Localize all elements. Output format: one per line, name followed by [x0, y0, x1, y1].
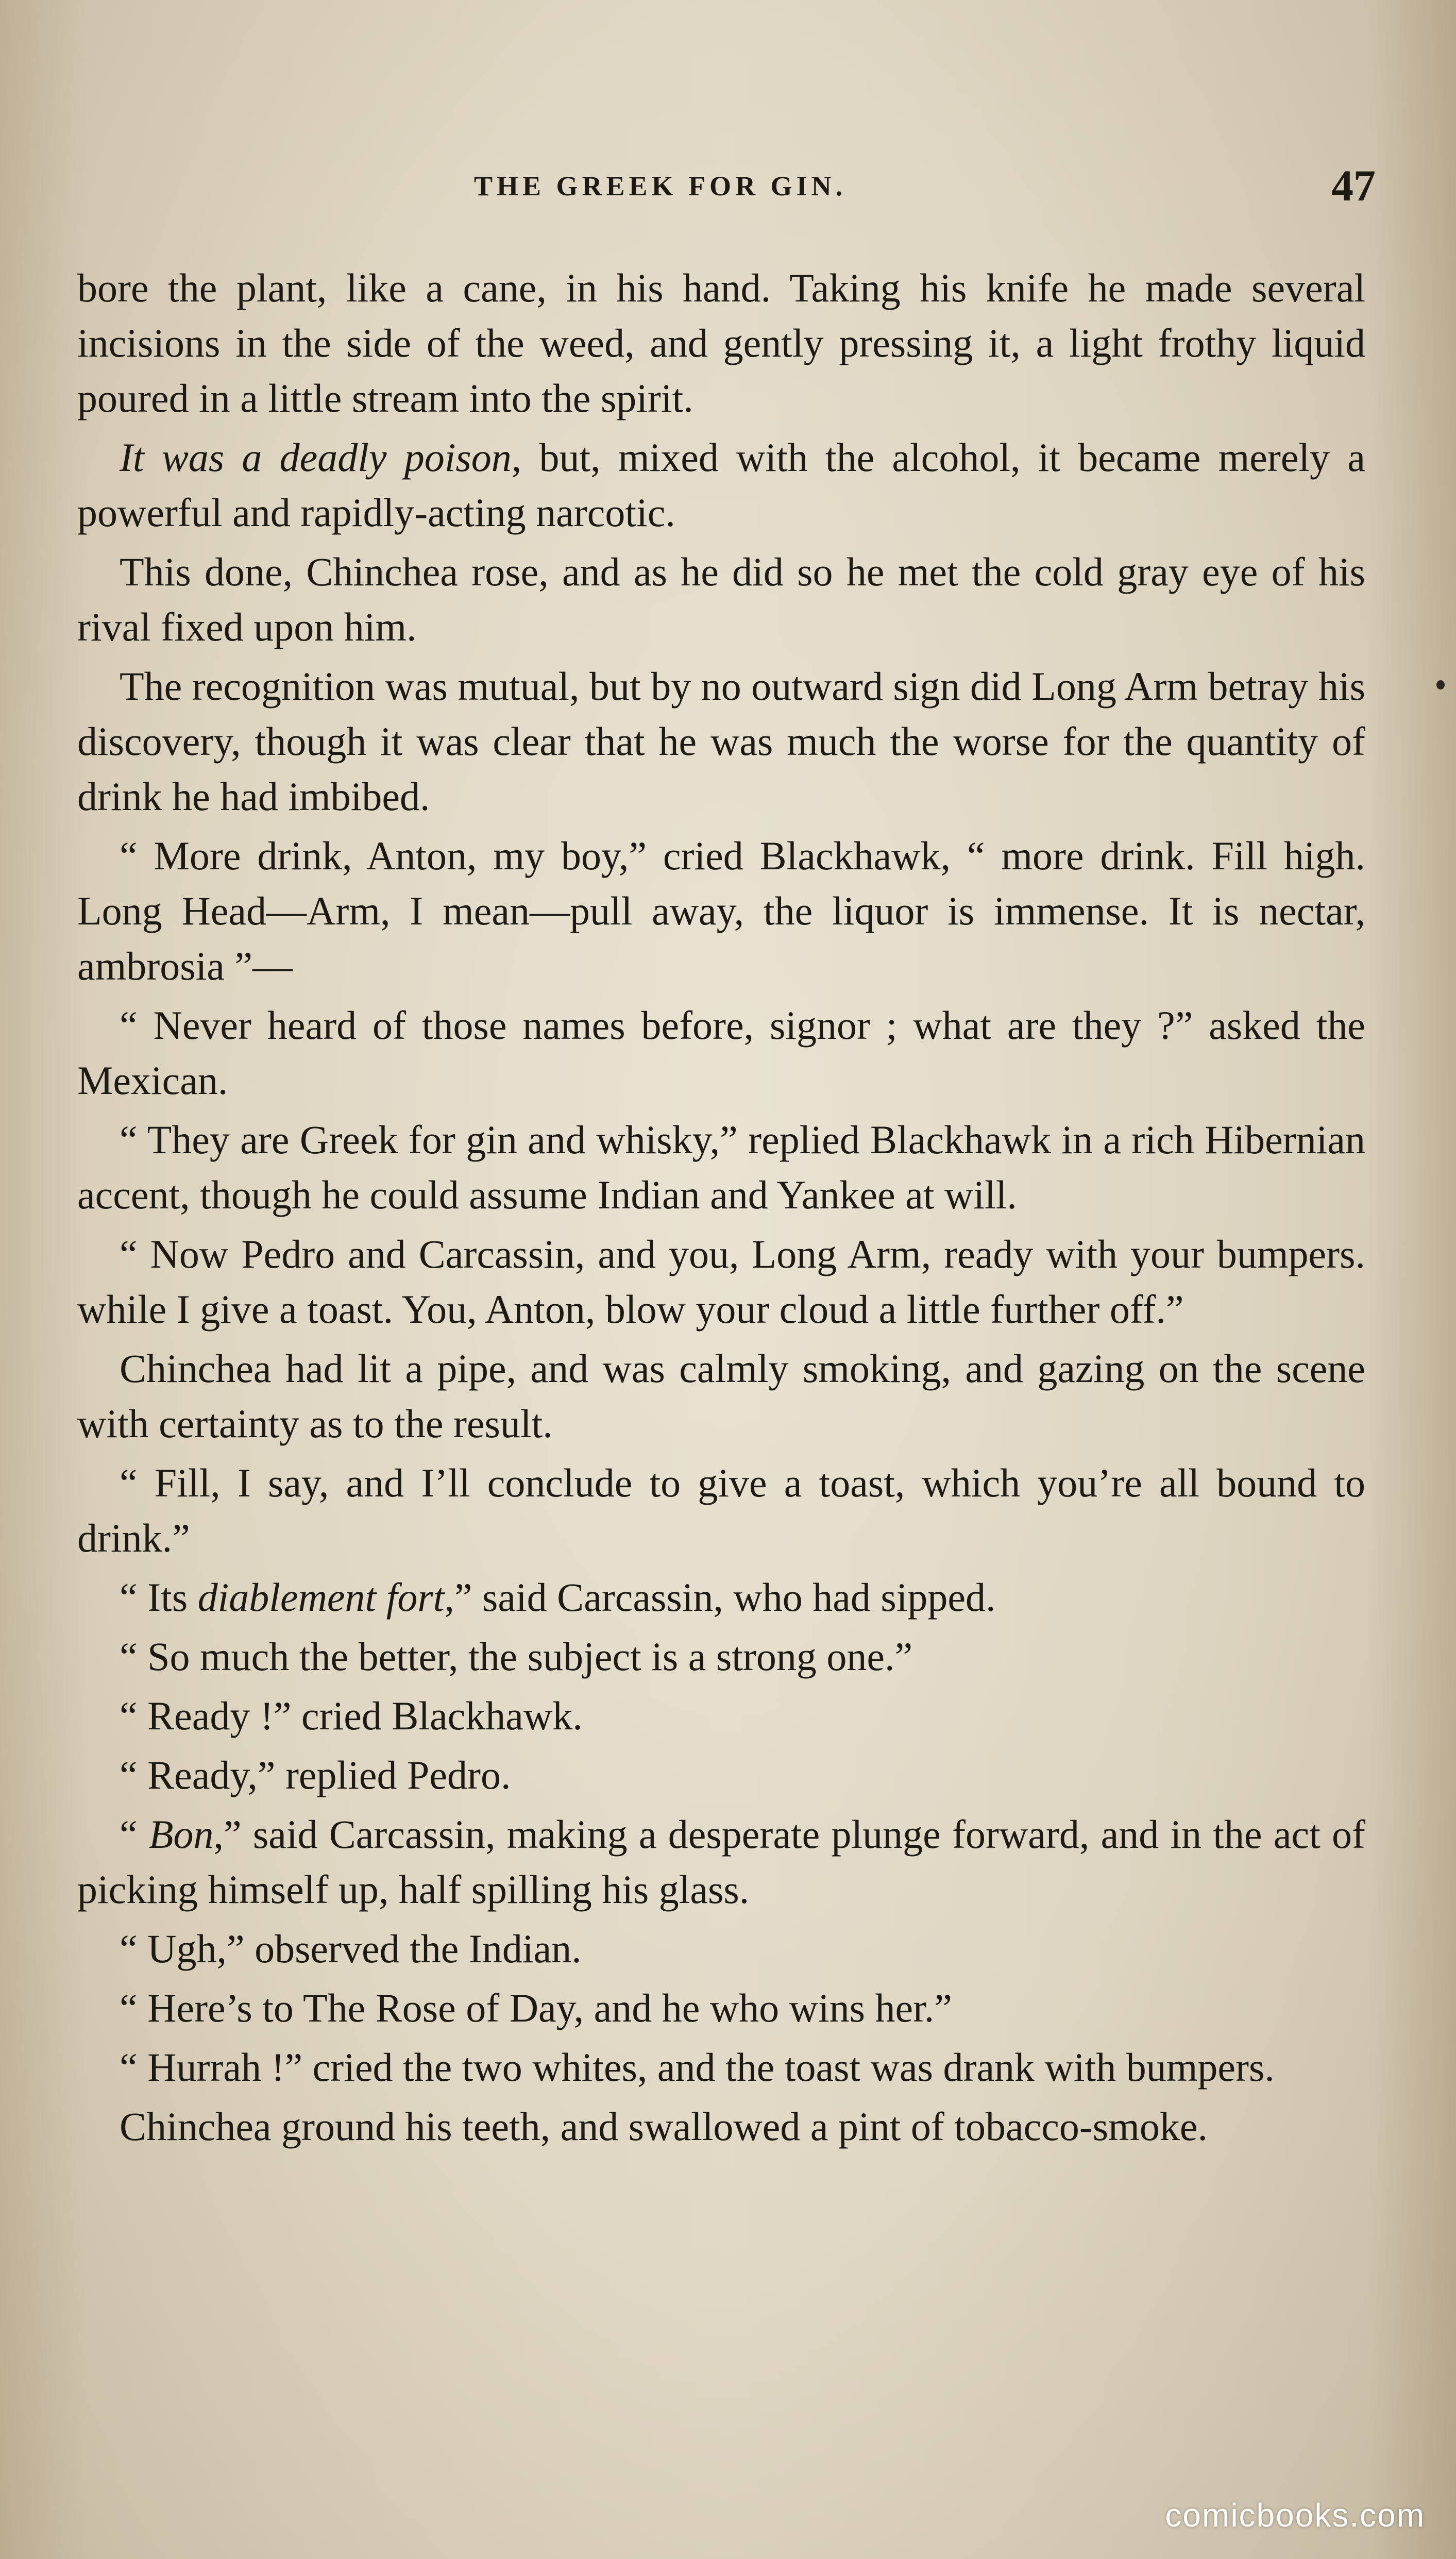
paragraph	[77, 430, 1365, 540]
paragraph	[77, 1226, 1365, 1337]
paragraph	[77, 828, 1365, 994]
paragraph-text: bore the plant, like a cane, in his hand. Taking his knife he made several incisions in the side of the weed, and gently pressing it, a light frothy liquid poured in a little stream into the spirit.	[77, 265, 1365, 420]
paragraph	[77, 1980, 1365, 2035]
paragraph-text: “ So much the better, the subject is a strong one.”	[120, 1634, 913, 1679]
page-header	[77, 155, 1376, 216]
watermark: comicbooks.com	[1165, 2497, 1425, 2534]
paragraph	[77, 1112, 1365, 1222]
italic-text: It was a deadly poison	[120, 435, 512, 480]
paragraph-text: ,” said Carcassin, making a desperate plunge forward, and in the act of picking himself up, half spilling his glass.	[77, 1812, 1365, 1912]
paragraph	[77, 1747, 1365, 1803]
paragraph	[77, 2040, 1365, 2095]
paragraph	[77, 1341, 1365, 1451]
paragraph	[77, 544, 1365, 654]
paragraph-text: This done, Chinchea rose, and as he did so he met the cold gray eye of his rival fixed upon him.	[77, 549, 1365, 649]
paragraph	[77, 998, 1365, 1108]
paragraph-text: Chinchea ground his teeth, and swallowed a pint of tobacco-smoke.	[120, 2104, 1208, 2149]
paragraph-text: “ Ready,” replied Pedro.	[120, 1753, 511, 1797]
paragraph-text: “ Now Pedro and Carcassin, and you, Long Arm, ready with your bumpers. while I give a toast. You, Anton, blow your cloud a little further off.”	[77, 1232, 1365, 1332]
paragraph-prefix: “	[120, 1812, 149, 1857]
paragraph-text: “ Hurrah !” cried the two whites, and the toast was drank with bumpers.	[120, 2045, 1275, 2090]
paragraph	[77, 1688, 1365, 1743]
paragraph	[77, 1629, 1365, 1684]
body-text	[77, 260, 1365, 2158]
paragraph-prefix: “ Its	[120, 1575, 198, 1620]
ink-spot	[1436, 680, 1445, 689]
paragraph	[77, 1570, 1365, 1625]
paragraph-text: The recognition was mutual, but by no outward sign did Long Arm betray his discovery, though it was clear that he was much the worse for the quantity of drink he had imbibed.	[77, 664, 1365, 819]
paragraph-text: “ Here’s to The Rose of Day, and he who wins her.”	[120, 1985, 952, 2030]
paragraph-text: “ Ready !” cried Blackhawk.	[120, 1693, 583, 1738]
paragraph-text: ,” said Carcassin, who had sipped.	[444, 1575, 996, 1620]
italic-text: diablement fort	[197, 1575, 445, 1620]
paragraph	[77, 260, 1365, 426]
paragraph-text: , but, mixed with the alcohol, it became merely a powerful and rapidly-acting narcotic.	[77, 435, 1365, 535]
paragraph	[77, 659, 1365, 824]
paragraph	[77, 1921, 1365, 1976]
running-head: THE GREEK FOR GIN.	[474, 171, 847, 201]
paragraph-text: “ Ugh,” observed the Indian.	[120, 1926, 582, 1971]
italic-text: Bon	[148, 1812, 214, 1857]
paragraph-text: “ They are Greek for gin and whisky,” replied Blackhawk in a rich Hibernian accent, though he could assume Indian and Yankee at will.	[77, 1117, 1365, 1217]
paragraph-text: “ Never heard of those names before, signor ; what are they ?” asked the Mexican.	[77, 1003, 1365, 1103]
paragraph	[77, 2099, 1365, 2154]
paragraph-text: Chinchea had lit a pipe, and was calmly smoking, and gazing on the scene with certainty as to the result.	[77, 1346, 1365, 1446]
paragraph-text: “ Fill, I say, and I’ll conclude to give a toast, which you’re all bound to drink.”	[77, 1460, 1365, 1560]
paragraph	[77, 1455, 1365, 1565]
page-number: 47	[1331, 161, 1376, 210]
paragraph-text: “ More drink, Anton, my boy,” cried Blackhawk, “ more drink. Fill high. Long Head—Arm, I mean—pull away, the liquor is immense. It is nectar, ambrosia ”—	[77, 833, 1365, 988]
paragraph	[77, 1807, 1365, 1917]
